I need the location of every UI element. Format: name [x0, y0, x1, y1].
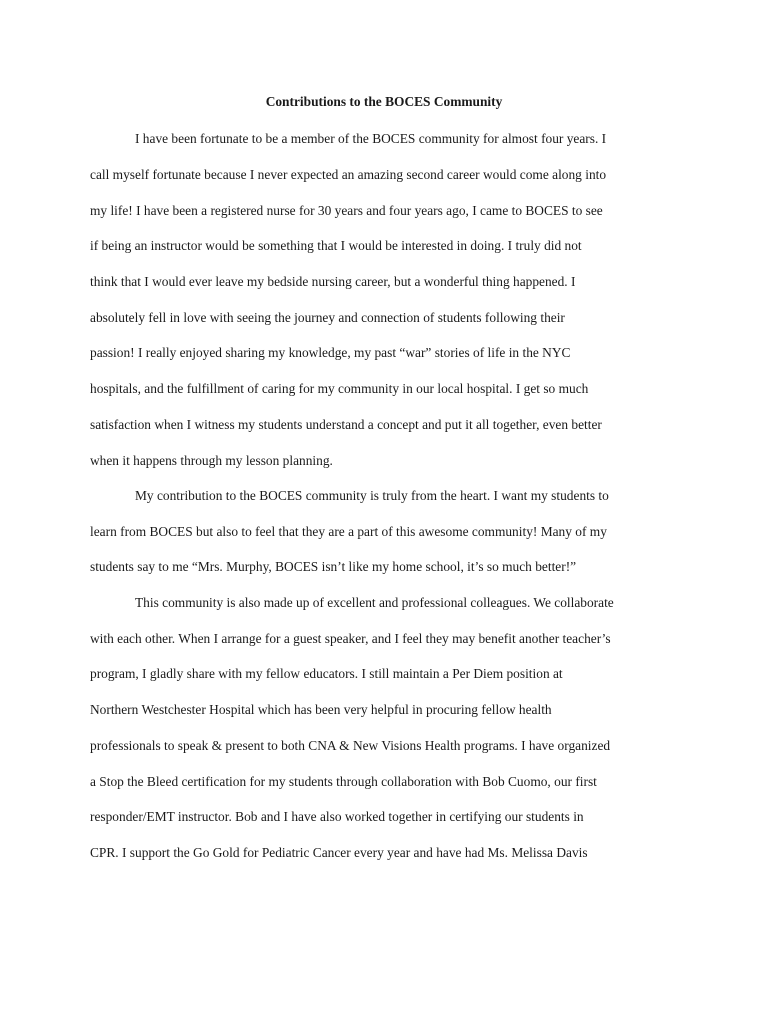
text-line: call myself fortunate because I never expected an amazing second career would come along into: [90, 167, 607, 182]
text-line: My contribution to the BOCES community is truly from the heart. I want my students to: [135, 488, 609, 503]
text-line: I have been fortunate to be a member of the BOCES community for almost four years. I: [135, 131, 607, 146]
text-line: Northern Westchester Hospital which has been very helpful in procuring fellow health: [90, 702, 552, 717]
text-line: with each other. When I arrange for a guest speaker, and I feel they may benefit another teacher’s: [90, 631, 611, 646]
document-title: Contributions to the BOCES Community: [265, 94, 503, 109]
text-line: professionals to speak & present to both CNA & New Visions Health programs. I have organized: [90, 738, 611, 753]
text-line: This community is also made up of excellent and professional colleagues. We collaborate: [135, 595, 614, 610]
text-line: responder/EMT instructor. Bob and I have also worked together in certifying our students in: [90, 809, 584, 824]
text-line: if being an instructor would be something that I would be interested in doing. I truly did not: [90, 238, 582, 253]
text-line: passion! I really enjoyed sharing my knowledge, my past “war” stories of life in the NYC: [90, 345, 571, 360]
text-line: students say to me “Mrs. Murphy, BOCES isn’t like my home school, it’s so much better!”: [90, 559, 577, 574]
text-line: satisfaction when I witness my students understand a concept and put it all together, even better: [90, 417, 602, 432]
text-line: learn from BOCES but also to feel that they are a part of this awesome community! Many of my: [90, 524, 607, 539]
text-line: program, I gladly share with my fellow educators. I still maintain a Per Diem position at: [90, 666, 563, 681]
text-line: when it happens through my lesson planning.: [90, 453, 333, 468]
text-line: a Stop the Bleed certification for my students through collaboration with Bob Cuomo, our first: [90, 774, 597, 789]
text-line: hospitals, and the fulfillment of caring for my community in our local hospital. I get so much: [90, 381, 589, 396]
text-line: CPR. I support the Go Gold for Pediatric Cancer every year and have had Ms. Melissa Davis: [90, 845, 588, 860]
text-line: think that I would ever leave my bedside nursing career, but a wonderful thing happened. I: [90, 274, 576, 289]
text-line: my life! I have been a registered nurse for 30 years and four years ago, I came to BOCES to see: [90, 203, 603, 218]
text-line: absolutely fell in love with seeing the journey and connection of students following their: [90, 310, 565, 325]
